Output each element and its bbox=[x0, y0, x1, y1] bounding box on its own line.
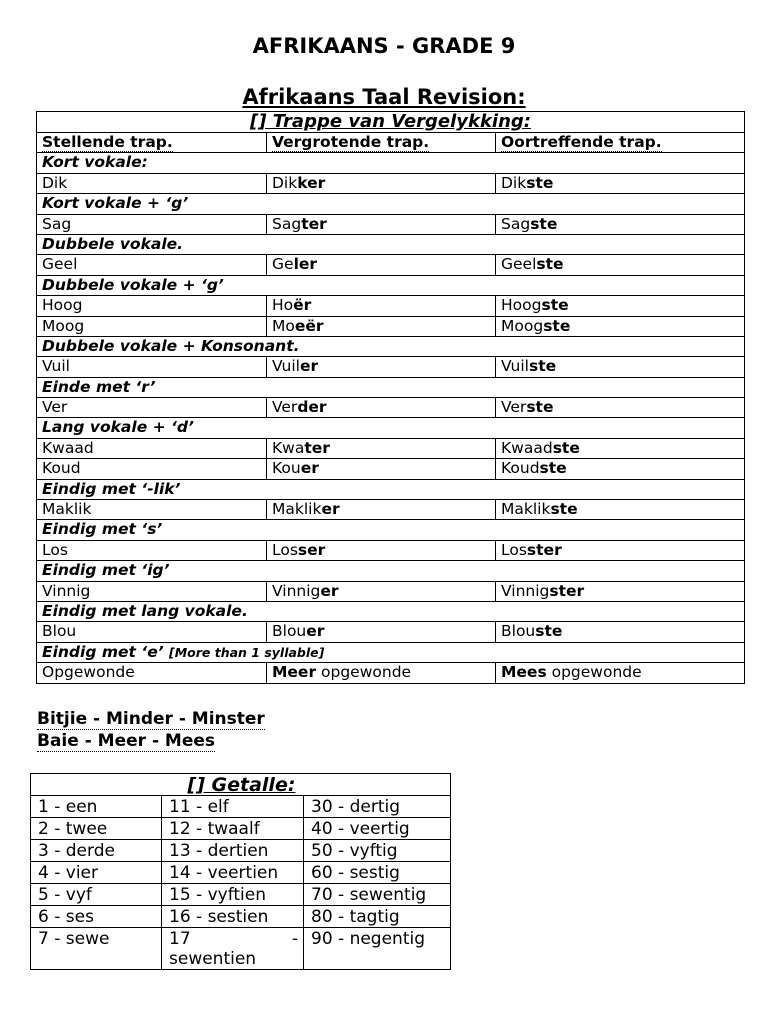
word-cell bbox=[496, 316, 745, 336]
word-stem: Blou bbox=[42, 622, 77, 641]
word-row bbox=[37, 438, 745, 458]
number-cell: 70 - sewentig bbox=[304, 884, 451, 906]
number-row bbox=[31, 818, 451, 840]
word-row bbox=[37, 663, 745, 683]
column-header bbox=[37, 133, 267, 153]
rule-row bbox=[37, 377, 745, 397]
word-row bbox=[37, 540, 745, 560]
word-stem: Vinnig bbox=[501, 581, 550, 600]
number-cell: 1 - een bbox=[31, 796, 162, 818]
number-cell: 2 - twee bbox=[31, 818, 162, 840]
word-row bbox=[37, 500, 745, 520]
number-cell: 40 - veertig bbox=[304, 818, 451, 840]
word-ending: opgewonde bbox=[546, 663, 642, 682]
word-stem: Sag bbox=[501, 214, 531, 233]
word-cell bbox=[496, 500, 745, 520]
number-cell: 12 - twaalf bbox=[162, 818, 304, 840]
word-stem: Sag bbox=[272, 214, 302, 233]
word-stem: Los bbox=[501, 540, 527, 559]
word-row bbox=[37, 173, 745, 193]
word-stem: Ho bbox=[272, 296, 294, 315]
rule-row bbox=[37, 642, 745, 662]
word-cell bbox=[37, 622, 267, 642]
word-cell bbox=[267, 357, 496, 377]
word-stem: Sag bbox=[42, 214, 72, 233]
word-cell bbox=[37, 357, 267, 377]
word-ending: ste bbox=[541, 296, 569, 315]
word-stem: Mees bbox=[501, 663, 547, 682]
number-cell-line bbox=[169, 929, 298, 949]
word-ending: ster bbox=[549, 581, 585, 600]
word-stem: Los bbox=[272, 540, 298, 559]
word-cell bbox=[37, 663, 267, 683]
section-title: Afrikaans Taal Revision: bbox=[242, 85, 526, 109]
word-cell bbox=[37, 459, 267, 479]
word-stem: Mo bbox=[272, 316, 295, 335]
number-cell: 15 - vyftien bbox=[162, 884, 304, 906]
word-stem: Vinnig bbox=[272, 581, 321, 600]
word-ending: der bbox=[297, 398, 327, 417]
rule-text: Lang vokale + ‘d’ bbox=[42, 418, 194, 437]
word-cell bbox=[496, 622, 745, 642]
rule-label bbox=[37, 601, 745, 621]
word-cell bbox=[496, 214, 745, 234]
number-cell: 90 - negentig bbox=[304, 928, 451, 970]
comparison-heading-text: [] Trappe van Vergelykking: bbox=[250, 111, 531, 132]
rule-label bbox=[37, 520, 745, 540]
numbers-heading-text: [] Getalle: bbox=[187, 774, 296, 796]
word-cell bbox=[37, 438, 267, 458]
word-cell bbox=[267, 214, 496, 234]
word-cell bbox=[37, 296, 267, 316]
word-cell bbox=[267, 255, 496, 275]
number-row bbox=[31, 862, 451, 884]
number-cell: 4 - vier bbox=[31, 862, 162, 884]
degrees-of-comparison-table bbox=[36, 111, 745, 684]
rule-text: Eindig met ‘ig’ bbox=[42, 561, 170, 580]
word-cell bbox=[267, 438, 496, 458]
number-cell: 60 - sestig bbox=[304, 862, 451, 884]
word-cell bbox=[37, 255, 267, 275]
rule-label bbox=[37, 418, 745, 438]
word-ending: ster bbox=[526, 540, 562, 559]
rule-label bbox=[37, 377, 745, 397]
word-row bbox=[37, 214, 745, 234]
word-stem: Geel bbox=[501, 255, 537, 274]
rule-label bbox=[37, 194, 745, 214]
number-row bbox=[31, 906, 451, 928]
word-cell bbox=[496, 459, 745, 479]
rule-text: Dubbele vokale + ‘g’ bbox=[42, 275, 224, 294]
word-ending: er bbox=[320, 581, 339, 600]
word-ending: ste bbox=[535, 622, 563, 641]
number-cell: 13 - dertien bbox=[162, 840, 304, 862]
comparison-heading bbox=[37, 112, 745, 133]
rule-text: Eindig met ‘s’ bbox=[42, 520, 163, 539]
word-stem: Koud bbox=[42, 459, 81, 478]
word-cell bbox=[496, 357, 745, 377]
word-stem: Vinnig bbox=[42, 581, 91, 600]
rule-text: Kort vokale: bbox=[42, 153, 148, 172]
word-ending: ste bbox=[543, 316, 571, 335]
word-stem: Moog bbox=[42, 316, 85, 335]
comparison-pair-baie: Baie - Meer - Mees bbox=[37, 731, 216, 751]
number-cell: 30 - dertig bbox=[304, 796, 451, 818]
word-stem: Opgewonde bbox=[42, 663, 135, 682]
comparison-pair-bitjie: Bitjie - Minder - Minster bbox=[37, 709, 265, 729]
word-cell bbox=[496, 398, 745, 418]
word-stem: Hoog bbox=[501, 296, 542, 315]
word-stem: Ver bbox=[272, 398, 298, 417]
word-row bbox=[37, 398, 745, 418]
word-cell bbox=[267, 540, 496, 560]
rule-text: Eindig met ‘e’ bbox=[42, 642, 164, 661]
word-cell bbox=[37, 500, 267, 520]
word-ending: ker bbox=[297, 173, 326, 192]
word-ending: er bbox=[300, 357, 319, 376]
word-stem: Meer bbox=[272, 663, 317, 682]
word-ending: ste bbox=[536, 255, 564, 274]
word-cell bbox=[267, 459, 496, 479]
number-row bbox=[31, 796, 451, 818]
word-stem: Ge bbox=[272, 255, 294, 274]
word-stem: Maklik bbox=[272, 500, 322, 519]
word-row bbox=[37, 316, 745, 336]
word-row bbox=[37, 459, 745, 479]
column-header-text: Stellende trap. bbox=[42, 133, 173, 151]
word-ending: ter bbox=[301, 214, 327, 233]
word-row bbox=[37, 581, 745, 601]
word-ending: ste bbox=[552, 438, 580, 457]
column-header bbox=[267, 133, 496, 153]
number-cell: 5 - vyf bbox=[31, 884, 162, 906]
word-ending: eër bbox=[294, 316, 324, 335]
number-cell: 6 - ses bbox=[31, 906, 162, 928]
word-stem: Maklik bbox=[501, 500, 551, 519]
word-stem: Maklik bbox=[42, 500, 92, 519]
rule-row bbox=[37, 234, 745, 254]
word-cell bbox=[267, 622, 496, 642]
rule-row bbox=[37, 194, 745, 214]
word-cell bbox=[267, 316, 496, 336]
word-stem: Kou bbox=[272, 459, 301, 478]
number-cell bbox=[162, 928, 304, 970]
word-cell bbox=[37, 173, 267, 193]
rule-row bbox=[37, 520, 745, 540]
word-ending: ter bbox=[304, 438, 330, 457]
word-stem: Vuil bbox=[501, 357, 529, 376]
word-cell bbox=[496, 540, 745, 560]
word-cell bbox=[267, 296, 496, 316]
rule-row bbox=[37, 418, 745, 438]
word-stem: Ver bbox=[42, 398, 68, 417]
number-row bbox=[31, 884, 451, 906]
column-header bbox=[496, 133, 745, 153]
word-cell bbox=[267, 581, 496, 601]
word-stem: Dik bbox=[501, 173, 527, 192]
rule-row bbox=[37, 561, 745, 581]
number-cell: 14 - veertien bbox=[162, 862, 304, 884]
word-cell bbox=[267, 663, 496, 683]
word-stem: Kwaad bbox=[501, 438, 553, 457]
word-row bbox=[37, 357, 745, 377]
rule-row bbox=[37, 601, 745, 621]
word-stem: Los bbox=[42, 540, 68, 559]
number-cell: 7 - sewe bbox=[31, 928, 162, 970]
number-cell: 16 - sestien bbox=[162, 906, 304, 928]
rule-text: Kort vokale + ‘g’ bbox=[42, 194, 189, 213]
rule-note: [More than 1 syllable] bbox=[169, 644, 325, 660]
number-cell: 11 - elf bbox=[162, 796, 304, 818]
column-header-text: Vergrotende trap. bbox=[272, 133, 430, 151]
word-ending: ste bbox=[530, 214, 558, 233]
rule-row bbox=[37, 275, 745, 295]
word-ending: ste bbox=[526, 173, 554, 192]
word-ending: ser bbox=[297, 540, 326, 559]
word-ending: er bbox=[300, 459, 319, 478]
number-row bbox=[31, 928, 451, 970]
word-cell bbox=[37, 316, 267, 336]
comparison-heading-row bbox=[37, 112, 745, 133]
column-header-text: Oortreffende trap. bbox=[501, 133, 662, 151]
word-cell bbox=[37, 398, 267, 418]
word-cell bbox=[496, 296, 745, 316]
rule-label bbox=[37, 234, 745, 254]
word-cell bbox=[267, 173, 496, 193]
word-row bbox=[37, 296, 745, 316]
word-ending: ler bbox=[293, 255, 318, 274]
word-stem: Moog bbox=[501, 316, 544, 335]
rule-label bbox=[37, 336, 745, 356]
word-cell bbox=[496, 663, 745, 683]
word-ending: opgewonde bbox=[316, 663, 412, 682]
number-digit: 17 bbox=[169, 929, 191, 949]
number-word: sewentien bbox=[169, 949, 257, 969]
word-ending: ste bbox=[539, 459, 567, 478]
word-stem: Ver bbox=[501, 398, 527, 417]
word-stem: Dik bbox=[42, 173, 68, 192]
rule-text: Dubbele vokale. bbox=[42, 234, 184, 253]
rule-row bbox=[37, 153, 745, 173]
word-ending: ste bbox=[526, 398, 554, 417]
word-stem: Vuil bbox=[42, 357, 70, 376]
word-cell bbox=[37, 540, 267, 560]
word-cell bbox=[496, 255, 745, 275]
number-cell: 3 - derde bbox=[31, 840, 162, 862]
number-row bbox=[31, 840, 451, 862]
numbers-heading-row bbox=[31, 774, 451, 796]
number-cell: 50 - vyftig bbox=[304, 840, 451, 862]
word-ending: ste bbox=[529, 357, 557, 376]
number-cell: 80 - tagtig bbox=[304, 906, 451, 928]
rule-row bbox=[37, 336, 745, 356]
word-cell bbox=[267, 398, 496, 418]
word-stem: Blou bbox=[272, 622, 307, 641]
rule-text: Eindig met lang vokale. bbox=[42, 601, 248, 620]
document-title: AFRIKAANS - GRADE 9 bbox=[252, 34, 516, 58]
number-dash: - bbox=[291, 929, 298, 949]
rule-text: Dubbele vokale + Konsonant. bbox=[42, 336, 300, 355]
word-cell bbox=[37, 581, 267, 601]
word-stem: Geel bbox=[42, 255, 78, 274]
word-cell bbox=[496, 173, 745, 193]
rule-label bbox=[37, 153, 745, 173]
rule-row bbox=[37, 479, 745, 499]
word-row bbox=[37, 255, 745, 275]
word-stem: Kwaad bbox=[42, 438, 94, 457]
word-cell bbox=[267, 500, 496, 520]
word-stem: Koud bbox=[501, 459, 540, 478]
word-ending: ste bbox=[550, 500, 578, 519]
word-stem: Dik bbox=[272, 173, 298, 192]
word-ending: er bbox=[306, 622, 325, 641]
rule-label bbox=[37, 275, 745, 295]
word-cell bbox=[496, 581, 745, 601]
word-cell bbox=[37, 214, 267, 234]
rule-label bbox=[37, 561, 745, 581]
word-row bbox=[37, 622, 745, 642]
word-stem: Kwa bbox=[272, 438, 305, 457]
word-stem: Vuil bbox=[272, 357, 300, 376]
rule-text: Einde met ‘r’ bbox=[42, 377, 156, 396]
word-stem: Blou bbox=[501, 622, 536, 641]
rule-label bbox=[37, 479, 745, 499]
word-stem: Hoog bbox=[42, 296, 83, 315]
word-ending: ër bbox=[293, 296, 312, 315]
word-cell bbox=[496, 438, 745, 458]
rule-text: Eindig met ‘-lik’ bbox=[42, 479, 181, 498]
numbers-table bbox=[30, 773, 451, 970]
word-ending: er bbox=[321, 500, 340, 519]
numbers-heading bbox=[31, 774, 451, 796]
column-header-row bbox=[37, 133, 745, 153]
rule-label bbox=[37, 642, 745, 662]
